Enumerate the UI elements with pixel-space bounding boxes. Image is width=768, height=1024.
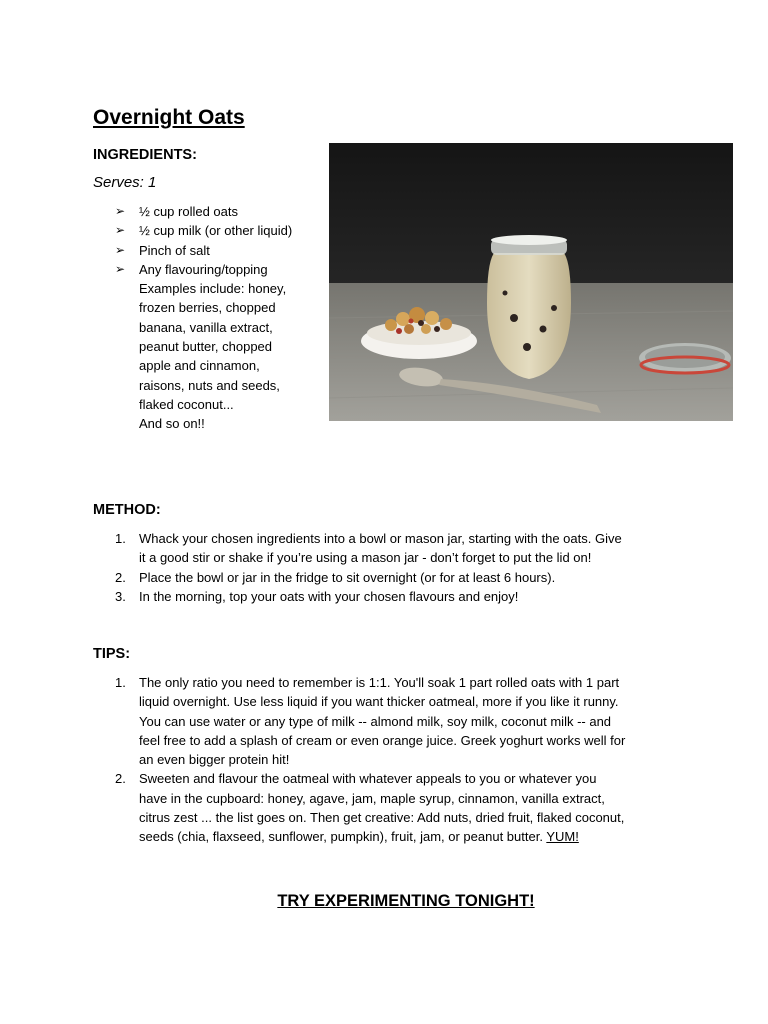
examples-line: Examples include: honey,: [139, 281, 287, 297]
list-item: ➢ ½ cup milk (or other liquid): [115, 221, 325, 240]
examples-line: flaked coconut...: [139, 396, 234, 412]
method-heading: METHOD:: [93, 502, 161, 518]
examples-line: frozen berries, chopped: [139, 300, 276, 316]
list-item: 2. Sweeten and flavour the oatmeal with whatever appeals to you or whatever you have in the cupboard: honey, agave, jam, maple syrup, cinnamon, vanilla extract, citrus zest ... the list goes on. Then get creative: Add nuts, dried fruit, flaked coconut, seeds (chia, flaxseed, sunflower, pumpkin), fruit, jam, or peanut butter. YUM!: [115, 771, 625, 845]
examples-line: apple and cinnamon,: [139, 358, 260, 374]
tips-list: [115, 673, 675, 847]
serves-text: Serves: 1: [93, 174, 157, 191]
list-item: ➢ Any flavouring/topping: [115, 260, 325, 279]
list-item: ➢ ½ cup rolled oats: [115, 202, 325, 221]
examples-line: banana, vanilla extract,: [139, 319, 273, 335]
examples-line: peanut butter, chopped: [139, 339, 273, 355]
arrow-bullet-icon: ➢: [115, 261, 126, 276]
ingredients-list: [115, 202, 325, 434]
list-item: ➢ Pinch of salt: [115, 241, 325, 260]
call-to-action: TRY EXPERIMENTING TONIGHT!: [277, 892, 535, 910]
arrow-bullet-icon: ➢: [115, 242, 126, 257]
ingredients-heading: INGREDIENTS:: [93, 147, 197, 163]
tips-heading: TIPS:: [93, 646, 131, 662]
overnight-oats-photo: [329, 143, 733, 421]
arrow-bullet-icon: ➢: [115, 204, 126, 218]
list-item: 3. In the morning, top your oats with your chosen flavours and enjoy!: [115, 588, 519, 604]
list-item: 2. Place the bowl or jar in the fridge to sit overnight (or for at least 6 hours).: [115, 569, 556, 585]
method-steps-list: [115, 529, 675, 606]
list-item: 1. The only ratio you need to remember is 1:1. You'll soak 1 part rolled oats with 1 part liquid overnight. Use less liquid if you want thicker oatmeal, more if you like it runny. You can use water or any type of milk -- almond milk, soy milk, coconut milk -- and feel free to add a splash of cream or even orange juice. Greek yoghurt works well for an even bigger protein hit!: [115, 675, 626, 768]
arrow-bullet-icon: ➢: [115, 223, 126, 238]
yum-text: YUM!: [546, 829, 579, 845]
list-item: 1. Whack your chosen ingredients into a bowl or mason jar, starting with the oats. Give it a good stir or shake if you’re using a mason jar - don’t forget to put the lid on!: [115, 531, 622, 566]
examples-line: And so on!!: [139, 416, 205, 432]
examples-line: raisons, nuts and seeds,: [139, 377, 280, 393]
page-title: Overnight Oats: [93, 106, 245, 129]
